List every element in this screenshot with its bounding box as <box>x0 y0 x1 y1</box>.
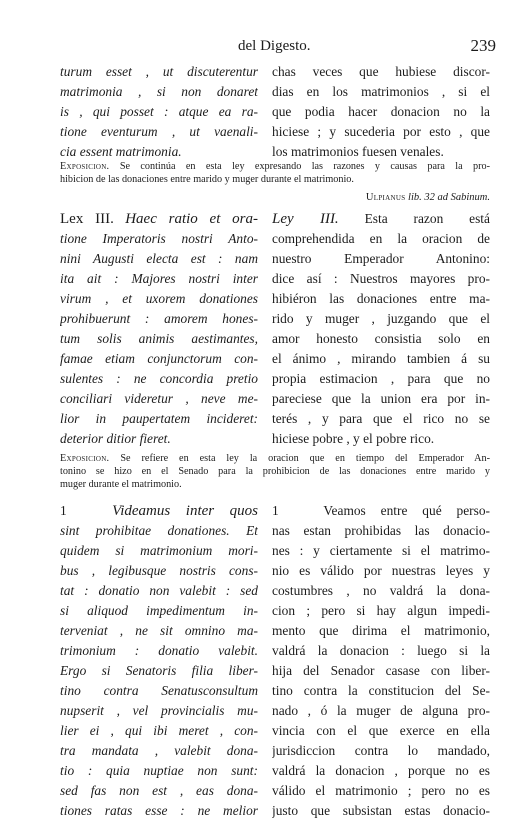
note-text: Se continúa en esta ley expresando las razones y causas para la pro- <box>119 161 490 172</box>
spanish-line <box>272 501 490 521</box>
spanish-line: tino contra la constitucion del Se- <box>272 683 490 698</box>
latin-line: tino contra Senatusconsultum <box>60 683 258 698</box>
note-line <box>60 452 490 465</box>
law-heading-spanish: Ley III. <box>272 211 339 227</box>
latin-line: famae etiam conjunctorum con- <box>60 351 258 366</box>
spanish-line: hibiéron las donaciones entre ma- <box>272 291 490 306</box>
latin-line: trimonium : donatio valebit. <box>60 643 258 658</box>
latin-line: cia essent matrimonia. <box>60 144 182 159</box>
spanish-line: nuestro Emperador Antonino: <box>272 251 490 266</box>
spanish-line: chas veces que hubiese discor- <box>272 64 490 79</box>
spanish-line: el ánimo , mirando tambien á su <box>272 351 490 366</box>
latin-line: tat : donatio non valebit : sed <box>60 583 258 598</box>
spanish-line: nas estan prohibidas las donacio- <box>272 523 490 538</box>
spanish-line: jurisdiccion contra lo mandado, <box>272 743 490 758</box>
latin-line: tione Imperatoris nostri Anto- <box>60 231 258 246</box>
latin-line: tiones ratas esse : ne melior <box>60 803 258 818</box>
latin-line: sint prohibitae donationes. Et <box>60 523 258 538</box>
latin-line: turum esset , ut discuterentur <box>60 64 258 79</box>
spanish-line: dias en los matrimonios , si el <box>272 84 490 99</box>
latin-line: nupserit , vel provincialis mu- <box>60 703 258 718</box>
spanish-line: pareciese que la union era por in- <box>272 391 490 406</box>
spanish-line: costumbres , no valdrá la dona- <box>272 583 490 598</box>
citation-reference: lib. 32 ad Sabinum. <box>408 192 490 203</box>
latin-line: matrimonia , si non donaret <box>60 84 258 99</box>
latin-line: terveniat , ne sit omnino ma- <box>60 623 258 638</box>
spanish-line: justo que subsistan estas donacio- <box>272 803 490 818</box>
note-line <box>60 160 490 173</box>
latin-line: tum solis animis aestimantes, <box>60 331 258 346</box>
note-label: Exposicion. <box>60 161 110 172</box>
spanish-line: dice así : Nuestros mayores pro- <box>272 271 490 286</box>
note-line: hibicion de las donaciones entre marido y muger durante el matrimonio. <box>60 174 354 185</box>
latin-line <box>60 209 258 229</box>
spanish-line: hiciese pobre , y el pobre rico. <box>272 431 435 446</box>
spanish-line: propia estimacion , para que no <box>272 371 490 386</box>
spanish-line: los matrimonios fuesen venales. <box>272 144 444 159</box>
latin-line <box>60 501 258 521</box>
latin-line: tio : quia nuptiae non sunt: <box>60 763 258 778</box>
latin-line: sed fas non est , eas dona- <box>60 783 258 798</box>
page-number: 239 <box>470 36 496 55</box>
spanish-line: amor honesto consistia solo en <box>272 331 490 346</box>
running-head: del Digesto. <box>238 38 311 54</box>
spanish-line: nes : y ciertamente si el matrimo- <box>272 543 490 558</box>
paragraph-number-latin: 1 <box>60 503 67 518</box>
latin-line: conciliari videretur , neve me- <box>60 391 258 406</box>
exposition-note-1 <box>60 160 490 186</box>
spanish-line: rido y muger , juzgando que el <box>272 311 490 326</box>
spanish-column-para1 <box>272 501 490 821</box>
spanish-line: nio es válido por nuestras leyes y <box>272 563 490 578</box>
spanish-line: válido el matrimonio ; pero no es <box>272 783 490 798</box>
spanish-line: hija del Senador casase con liber- <box>272 663 490 678</box>
latin-column-lex3 <box>60 209 258 449</box>
latin-column-para1 <box>60 501 258 821</box>
latin-line: prohibuerunt : amorem hones- <box>60 311 258 326</box>
exposition-note-2 <box>60 452 490 491</box>
latin-line: si aliquod impedimentum in- <box>60 603 258 618</box>
spanish-line: valdrá la donacion : luego si la <box>272 643 490 658</box>
spanish-incipit: Veamos entre qué perso- <box>323 503 490 518</box>
latin-line: lier ei , qui ibi meret , con- <box>60 723 258 738</box>
spanish-line <box>272 209 490 229</box>
spanish-column-ley3 <box>272 209 490 449</box>
spanish-line: que podia hacer donacion no la <box>272 104 490 119</box>
spanish-incipit: Esta razon está <box>364 211 490 226</box>
latin-line: virum , et uxorem donationes <box>60 291 258 306</box>
latin-line: is , qui posset : atque ea ra- <box>60 104 258 119</box>
latin-line: quidem si matrimonium mori- <box>60 543 258 558</box>
page-header <box>0 36 532 60</box>
latin-line: sulentes : ne concordia pretio <box>60 371 258 386</box>
spanish-line: hiciese ; y sucederia por esto , que <box>272 124 490 139</box>
paragraph-number-spanish: 1 <box>272 503 279 518</box>
spanish-line: comprehendida en la oracion de <box>272 231 490 246</box>
latin-line: ita ait : Majores nostri inter <box>60 271 258 286</box>
citation-author: Ulpianus <box>365 192 406 203</box>
spanish-line: mento que dirima el matrimonio, <box>272 623 490 638</box>
note-text: Se refiere en esta ley la oracion que en tiempo del Emperador An- <box>120 453 491 464</box>
spanish-column-top <box>272 62 490 162</box>
latin-line: nini Augusti electa est : nam <box>60 251 258 266</box>
latin-column-top <box>60 62 258 162</box>
latin-line: bus , legibusque nostris cons- <box>60 563 258 578</box>
law-heading-latin: Lex III. <box>60 211 114 227</box>
latin-incipit: Videamus inter quos <box>112 503 258 519</box>
spanish-line: nado , ó la muger de alguna pro- <box>272 703 490 718</box>
spanish-line: terés , y para que el rico no se <box>272 411 490 426</box>
latin-incipit: Haec ratio et ora- <box>125 211 258 227</box>
latin-line: deterior ditior fieret. <box>60 431 171 446</box>
note-label: Exposicion. <box>60 453 110 464</box>
latin-line: tione eventurum , ut vaenali- <box>60 124 258 139</box>
spanish-line: valdrá la donacion , porque no es <box>272 763 490 778</box>
latin-line: lior in paupertatem incideret: <box>60 411 258 426</box>
spanish-line: cion ; pero si hay algun impedi- <box>272 603 490 618</box>
spanish-line: vincia con el que exerce en ella <box>272 723 490 738</box>
latin-line: tra mandata , valebit dona- <box>60 743 258 758</box>
source-citation <box>60 192 490 203</box>
note-line: muger durante el matrimonio. <box>60 479 182 490</box>
latin-line: Ergo si Senatoris filia liber- <box>60 663 258 678</box>
note-line: tonino se hizo en el Senado para la prohibicion de las donaciones entre marido y <box>60 466 490 477</box>
